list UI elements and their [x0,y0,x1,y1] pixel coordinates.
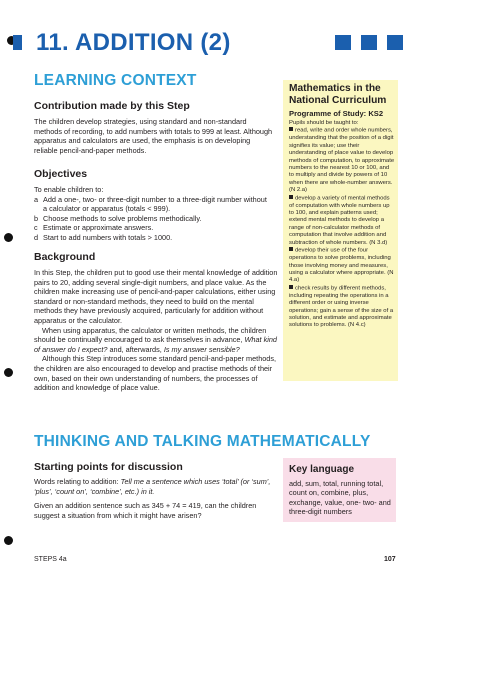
national-curriculum-item-text: develop their use of the four operations to solve problems, including those involving money and measures, using a calculator where appropriate. (N 4.a) [289,247,394,284]
starting-points-para-1 [34,477,274,496]
national-curriculum-box [283,80,398,381]
national-curriculum-item [289,285,395,330]
page-number: 107 [384,556,396,563]
objectives-heading: Objectives [34,168,88,180]
national-curriculum-item [289,195,395,247]
footer-left: STEPS 4a [34,556,67,563]
contribution-heading: Contribution made by this Step [34,100,190,112]
objective-label: c [34,223,38,233]
binder-hole-middle [4,233,13,242]
national-curriculum-item [289,127,395,194]
title-marker-1 [335,35,351,50]
key-language-title: Key language [289,464,355,475]
objective-label: d [34,232,39,242]
objective-label: b [34,213,39,223]
objective-item [34,214,270,224]
title-marker-left [13,35,22,50]
starting-points-prompt: Tell me a sentence which uses ‘total’ (or ‘sum’, ‘plus’, ‘count on’, ‘combine’, etc.) in it. [34,477,271,496]
bullet-square-icon [289,127,293,131]
objective-item [34,233,270,243]
binder-hole-lower [4,368,13,377]
national-curriculum-item-text: read, write and order whole numbers, understanding that the position of a digit signifies its value; use their understanding of place value to develop methods of computation, to approximate numbers to the nearest 10 or 100, and to multiply and divide by powers of 10 when there are whole-number answers. (N 2.a) [289,127,395,194]
objective-text: Start to add numbers with totals > 1000. [43,232,173,242]
contribution-text [34,117,274,155]
national-curriculum-title: Mathematics in the National Curriculum [289,83,387,106]
objectives-list [34,185,270,243]
title-row [13,29,413,63]
title-marker-2 [361,35,377,50]
background-para-2-mid: and, afterwards, [107,344,164,354]
objective-label: a [34,194,39,204]
learning-context-heading: LEARNING CONTEXT [34,72,197,89]
background-para-2-start: When using apparatus, the calculator or written methods, the children should be continually encouraged to ask themselves in advance, [34,325,267,345]
title-marker-3 [387,35,403,50]
starting-points-text [34,477,274,520]
bullet-square-icon [289,195,293,199]
background-para-2 [34,326,278,355]
objective-item [34,195,270,214]
background-question-1: What kind of answer do I expect? [34,335,277,354]
objective-text: Estimate or approximate answers. [43,223,154,233]
bullet-square-icon [289,285,293,289]
national-curriculum-item-text: develop a variety of mental methods of computation with whole numbers up to 100, and explain patterns used; extend mental methods to develop a range of non-calculator methods of computation that involve addition and subtraction of whole numbers. (N 3.d) [289,195,390,246]
background-para-1: In this Step, the children put to good use their mental knowledge of addition pairs to 20, adding several single-digit numbers, and place value. As the children make increasing use of pencil-and-paper calculations, either using standard or non-standard methods, they need to build on the mental methods they have previously acquired, particularly for addition without apparatus or the calculator. [34,268,278,325]
thinking-heading: THINKING AND TALKING MATHEMATICALLY [34,433,371,450]
objective-text: Choose methods to solve problems methodically. [43,213,202,223]
contribution-paragraph: The children develop strategies, using standard and non-standard methods of recording, to add numbers with totals to 999 at least. Although apparatus and calculators are used, the emphasis is on developing reliable pencil-and-paper methods. [34,117,273,155]
starting-points-para-2: Given an addition sentence such as 345 + 74 = 419, can the children suggest a situation from which it might have arisen? [34,501,257,520]
background-text [34,268,278,393]
starting-points-heading: Starting points for discussion [34,461,183,473]
objective-text: Add a one-, two- or three-digit number to a three-digit number without a calculator or apparatus (totals < 999). [43,194,267,214]
key-language-text: add, sum, total, running total, count on, combine, plus, exchange, value, one- two- and three-digit numbers [289,479,391,516]
objective-item [34,223,270,233]
background-heading: Background [34,251,96,263]
bullet-square-icon [289,247,293,251]
starting-points-lead: Words relating to addition: [34,477,121,486]
objectives-intro: To enable children to: [34,185,104,194]
programme-of-study-heading: Programme of Study: KS2 [289,109,384,118]
national-curriculum-item-text: check results by different methods, including repeating the operations in a different order or using inverse operations; gain a sense of the size of a solution, and estimate and approximate solutions to problems. (N 4.c) [289,285,394,329]
national-curriculum-text [289,120,395,330]
page-title: 11. ADDITION (2) [36,29,231,56]
national-curriculum-intro: Pupils should be taught to: [289,120,359,126]
background-question-2: Is my answer sensible? [163,344,240,354]
key-language-box [283,458,396,522]
national-curriculum-item [289,247,395,285]
background-para-3: Although this Step introduces some standard pencil-and-paper methods, the children are also encouraged to develop and practise methods of their own, based on their own understanding of numbers, the processes of addition and knowledge of place value. [34,354,277,393]
binder-hole-bottom [4,536,13,545]
